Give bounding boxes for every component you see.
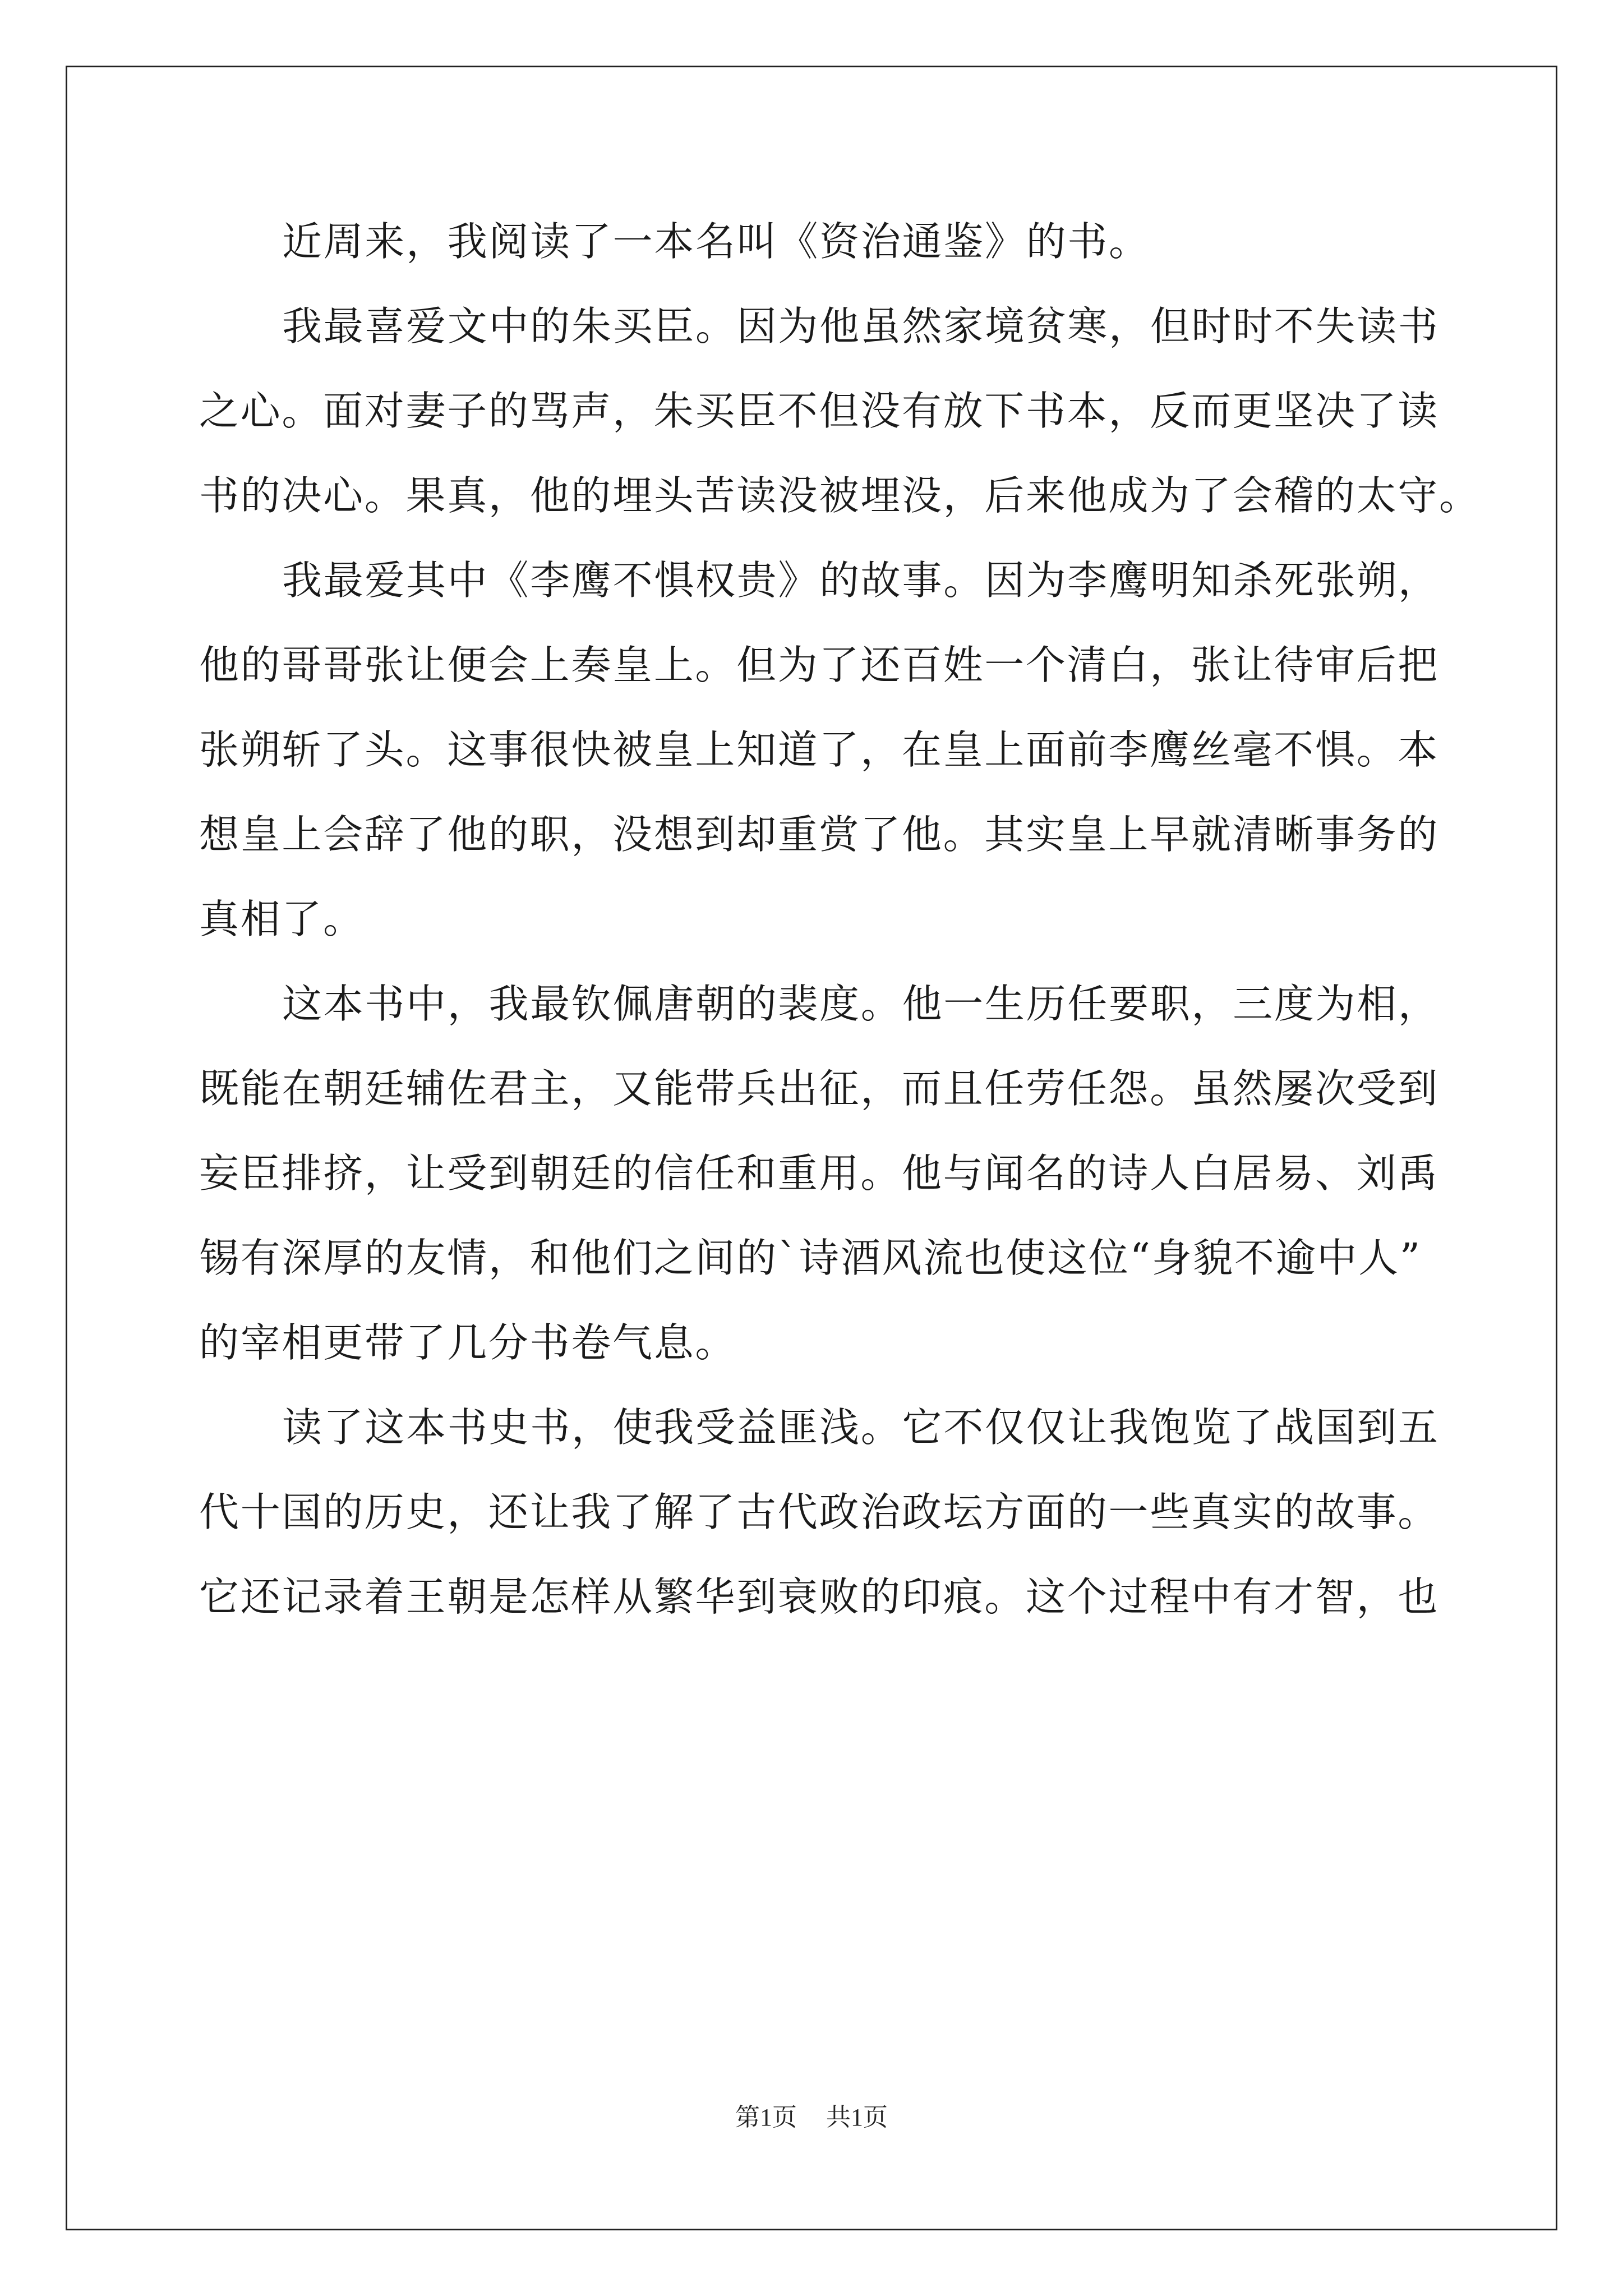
text-line: 他的哥哥张让便会上奏皇上。但为了还百姓一个清白，张让待审后把 xyxy=(199,642,1440,688)
text-line: 张朔斩了头。这事很快被皇上知道了，在皇上面前李鹰丝毫不惧。本 xyxy=(199,726,1440,773)
page-number-total: 共1页 xyxy=(826,2104,888,2131)
text-line: 这本书中，我最钦佩唐朝的裴度。他一生历任要职，三度为相， xyxy=(282,981,1440,1027)
text-line: 我最喜爱文中的朱买臣。因为他虽然家境贫寒，但时时不失读书 xyxy=(282,303,1440,349)
text-line: 近周来，我阅读了一本名叫《资治通鉴》的书。 xyxy=(282,218,1150,265)
text-line: 妄臣排挤，让受到朝廷的信任和重用。他与闻名的诗人白居易、刘禹 xyxy=(199,1150,1440,1197)
text-line: 它还记录着王朝是怎样从繁华到衰败的印痕。这个过程中有才智，也 xyxy=(199,1573,1440,1620)
text-line: 读了这本书史书，使我受益匪浅。它不仅仅让我饱览了战国到五 xyxy=(282,1404,1440,1451)
text-line: 我最爱其中《李鹰不惧权贵》的故事。因为李鹰明知杀死张朔， xyxy=(282,557,1440,604)
text-line: 代十国的历史，还让我了解了古代政治政坛方面的一些真实的故事。 xyxy=(199,1489,1440,1535)
text-line: 锡有深厚的友情，和他们之间的`诗酒风流也使这位“身貌不逾中人” xyxy=(199,1235,1422,1281)
document-body xyxy=(199,199,1481,1639)
page-footer xyxy=(0,2101,1623,2134)
text-line: 想皇上会辞了他的职，没想到却重赏了他。其实皇上早就清晰事务的 xyxy=(199,811,1440,858)
text-line: 书的决心。果真，他的埋头苦读没被埋没，后来他成为了会稽的太守。 xyxy=(199,472,1481,519)
page-number-current: 第1页 xyxy=(735,2104,797,2131)
text-line: 既能在朝廷辅佐君主，又能带兵出征，而且任劳任怨。虽然屡次受到 xyxy=(199,1065,1440,1112)
text-line: 之心。面对妻子的骂声，朱买臣不但没有放下书本，反而更坚决了读 xyxy=(199,388,1440,434)
text-line: 真相了。 xyxy=(199,896,365,942)
text-line: 的宰相更带了几分书卷气息。 xyxy=(199,1319,737,1366)
